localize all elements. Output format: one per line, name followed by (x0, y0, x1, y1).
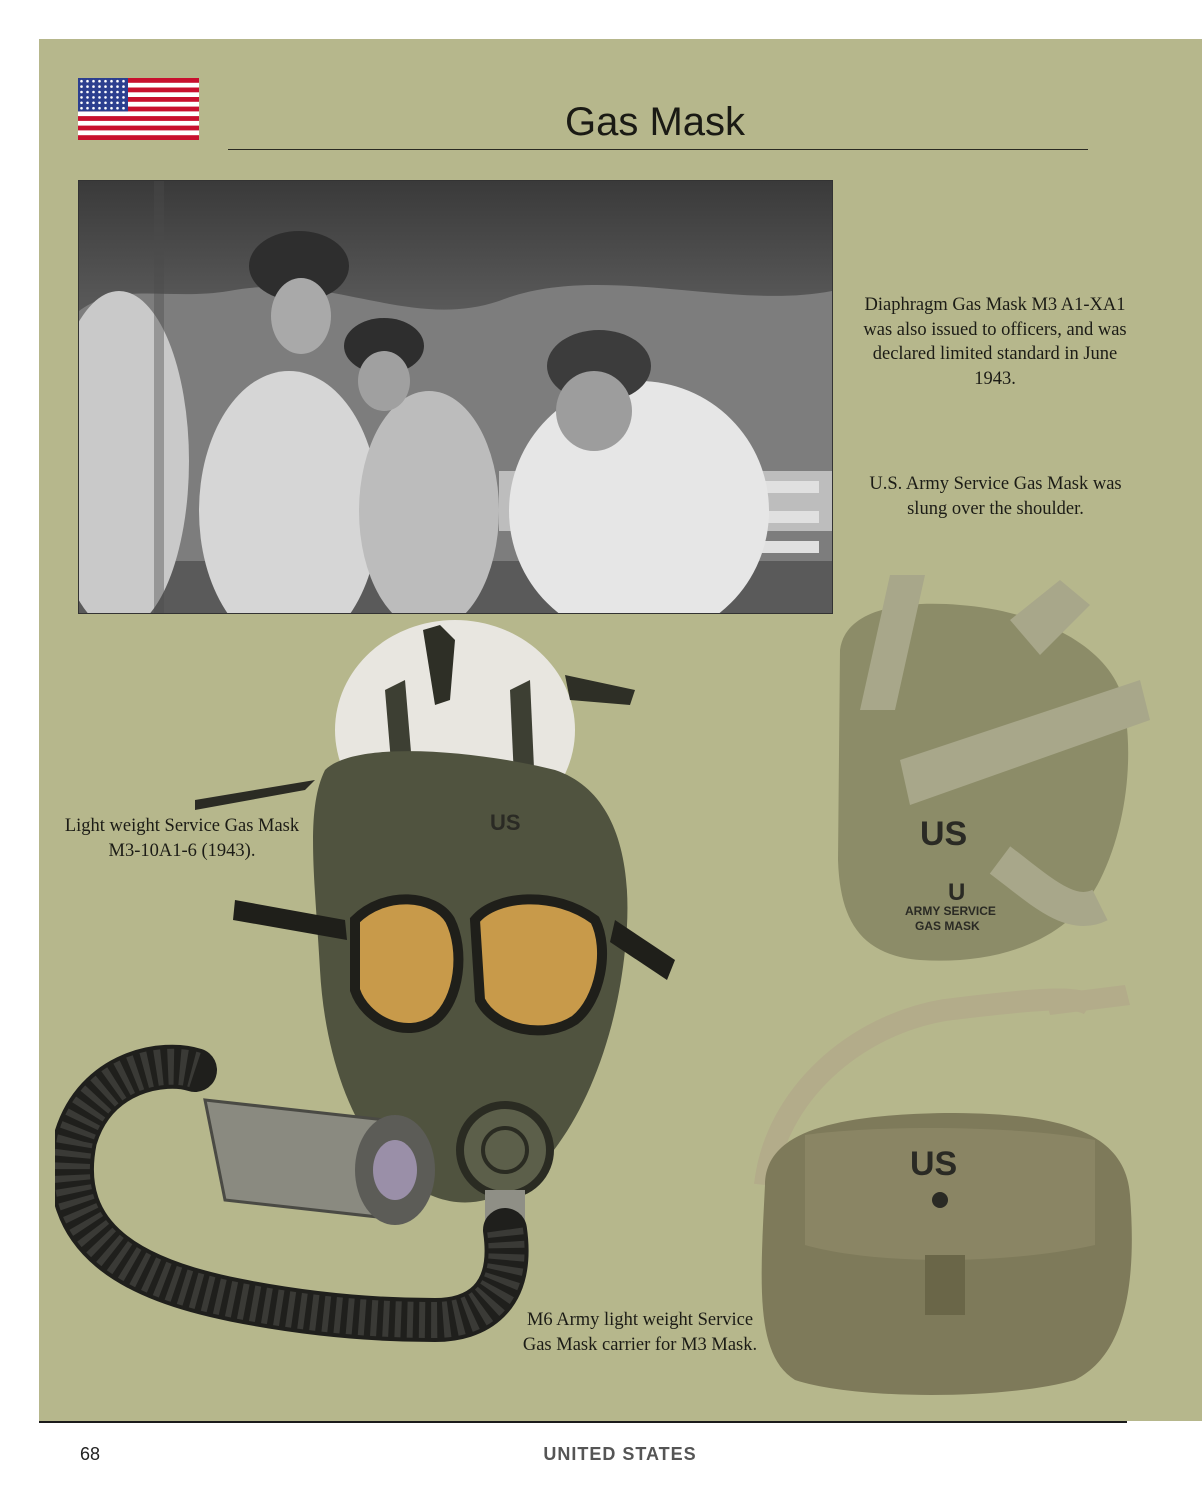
flag-star (116, 102, 119, 105)
flag-star (86, 91, 89, 94)
us-flag-icon (78, 78, 199, 140)
flag-star (98, 85, 101, 88)
caption-service-gas-mask-bag: U.S. Army Service Gas Mask was slung over the shoulder. (869, 474, 1122, 519)
flag-star (86, 107, 89, 110)
caption-diaphragm-mask: Diaphragm Gas Mask M3 A1-XA1 was also issued to officers, and was declared limited standard in June 1943. (863, 295, 1127, 389)
flag-star (98, 91, 101, 94)
caption-light-weight-mask: Light weight Service Gas Mask M3-10A1-6 (1943). (64, 816, 300, 861)
bag-army-service-marking: ARMY SERVICE (905, 904, 996, 918)
bag-gas-mask-marking: GAS MASK (915, 919, 980, 933)
flag-star (104, 80, 107, 83)
flag-star (104, 96, 107, 99)
footer-rule (39, 1421, 1127, 1423)
title-rule (228, 149, 1088, 150)
flag-star (122, 85, 125, 88)
flag-star (80, 85, 83, 88)
m6-carrier-bag-illustration (745, 985, 1145, 1405)
flag-star (80, 91, 83, 94)
flag-star (110, 96, 113, 99)
flag-star (122, 91, 125, 94)
flag-star (122, 96, 125, 99)
flag-star (98, 102, 101, 105)
flag-star (92, 107, 95, 110)
flag-star (92, 85, 95, 88)
caption-m6-carrier: M6 Army light weight Service Gas Mask carrier for M3 Mask. (522, 1310, 758, 1355)
flag-star (98, 96, 101, 99)
mask-us-marking: US (490, 810, 521, 835)
flag-star (92, 91, 95, 94)
flag-star (122, 102, 125, 105)
flag-star (80, 107, 83, 110)
page-number: 68 (80, 1444, 101, 1464)
m3-gas-mask-illustration (55, 620, 675, 1380)
flag-star (92, 102, 95, 105)
flag-star (116, 107, 119, 110)
flag-star (92, 96, 95, 99)
flag-star (92, 80, 95, 83)
flag-star (104, 85, 107, 88)
flag-star (110, 91, 113, 94)
flag-star (80, 102, 83, 105)
flag-star (104, 107, 107, 110)
flag-star (86, 80, 89, 83)
flag-star (122, 107, 125, 110)
army-service-gas-mask-bag-illustration (800, 560, 1150, 970)
flag-star (80, 80, 83, 83)
flag-star (116, 96, 119, 99)
flag-star (116, 85, 119, 88)
flag-star (116, 80, 119, 83)
page-title: Gas Mask (564, 100, 746, 144)
flag-star (110, 107, 113, 110)
flag-star (98, 80, 101, 83)
bag-us-marking: US (920, 815, 968, 853)
flag-star (86, 96, 89, 99)
flag-star (116, 91, 119, 94)
footer-section-label: UNITED STATES (543, 1444, 697, 1464)
flag-star (110, 85, 113, 88)
flag-star (98, 107, 101, 110)
flag-star (104, 102, 107, 105)
flag-star (80, 96, 83, 99)
flag-star (122, 80, 125, 83)
flag-star (86, 85, 89, 88)
flag-star (110, 102, 113, 105)
flag-star (104, 91, 107, 94)
flag-star (86, 102, 89, 105)
carrier-us-marking: US (910, 1145, 958, 1183)
flag-star (110, 80, 113, 83)
bag-u-marking: U (948, 879, 966, 906)
soldiers-wearing-gas-masks-photo (78, 180, 833, 614)
